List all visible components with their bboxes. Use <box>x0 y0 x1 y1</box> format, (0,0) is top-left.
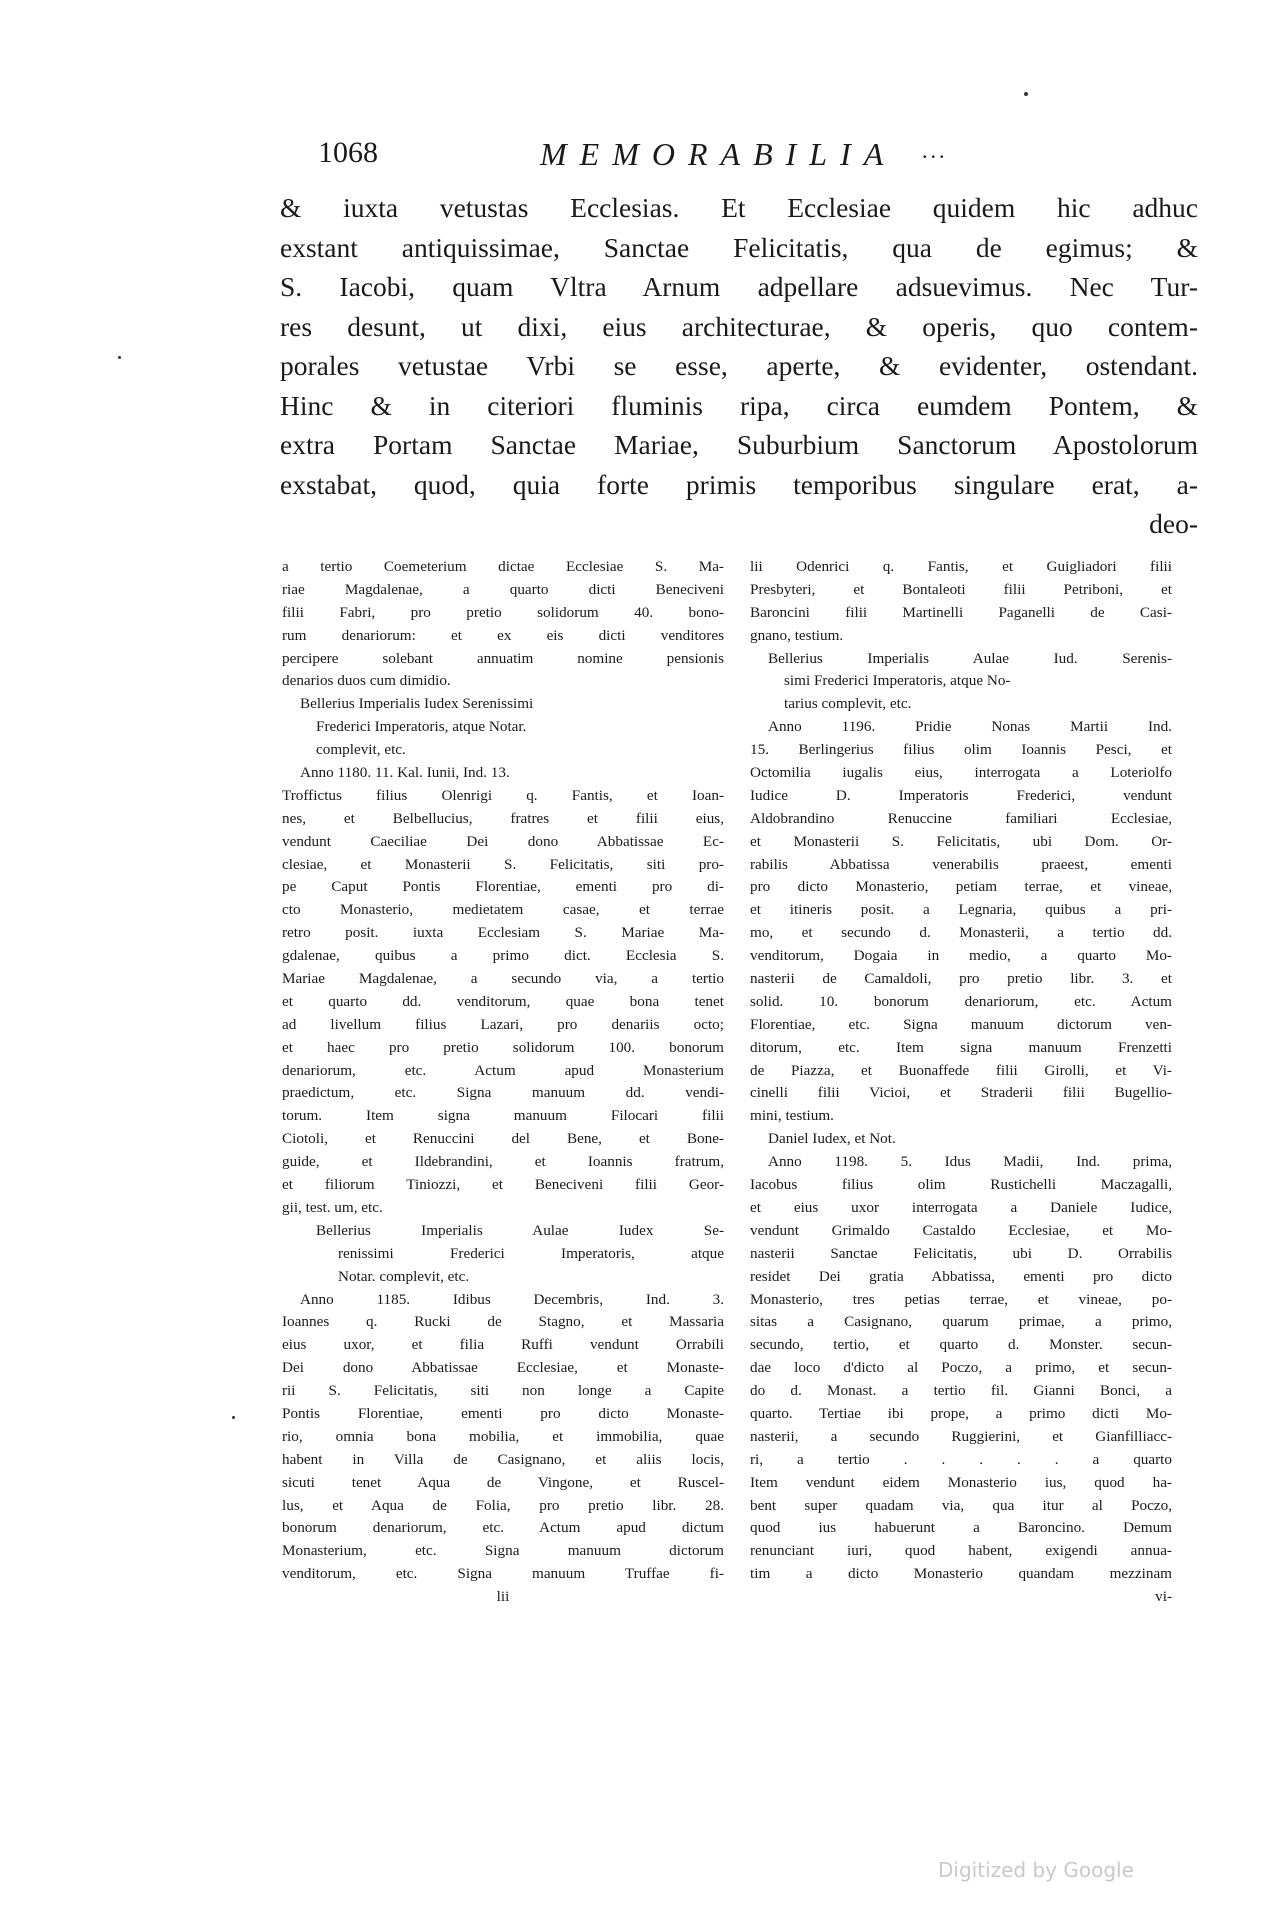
footnote-line: Anno 1198. 5. Idus Madii, Ind. prima, <box>768 1153 1172 1171</box>
footnote-line: habent in Villa de Casignano, et aliis locis, <box>282 1450 724 1468</box>
footnote-line: et filiorum Tiniozzi, et Beneciveni filii Geor- <box>282 1176 724 1194</box>
print-speck <box>232 1416 235 1419</box>
footnote-line: ri, a tertio . . . . . a quarto <box>750 1450 1172 1468</box>
footnote-line: riae Magdalenae, a quarto dicti Beneciveni <box>282 580 724 598</box>
footnote-line: Aldobrandino Renuccine familiari Ecclesiae, <box>750 809 1172 827</box>
page-header <box>318 136 1218 176</box>
footnote-line: renunciant iuri, quod habent, exigendi annua- <box>750 1542 1172 1560</box>
footnote-line: torum. Item signa manuum Filocari filii <box>282 1107 724 1125</box>
main-paragraph <box>280 188 1198 544</box>
text-line: S. Iacobi, quam Vltra Arnum adpellare adsuevimus. Nec Tur- <box>280 271 1198 302</box>
footnote-line: denarios duos cum dimidio. <box>282 672 451 690</box>
footnote-line: pro dicto Monasterio, petiam terrae, et vineae, <box>750 878 1172 896</box>
catchword: deo- <box>1149 508 1198 539</box>
footnote-line: cto Monasterio, medietatem casae, et terrae <box>282 901 724 919</box>
footnote-line: vendunt Grimaldo Castaldo Ecclesiae, et Mo- <box>750 1221 1172 1239</box>
footnote-line: guide, et Ildebrandini, et Ioannis fratrum, <box>282 1153 724 1171</box>
footnote-line: sitas a Casignano, quarum primae, a primo, <box>750 1313 1172 1331</box>
footnote-line: Iudice D. Imperatoris Frederici, vendunt <box>750 786 1172 804</box>
footnote-line: Dei dono Abbatissae Ecclesiae, et Monaste- <box>282 1359 724 1377</box>
footnote-line: Monasterium, etc. Signa manuum dictorum <box>282 1542 724 1560</box>
text-line: porales vetustae Vrbi se esse, aperte, & evidenter, ostendant. <box>280 350 1198 381</box>
footnote-line: Anno 1196. Pridie Nonas Martii Ind. <box>768 718 1172 736</box>
footnote-line: bonorum denariorum, etc. Actum apud dictum <box>282 1519 724 1537</box>
footnote-column-left <box>282 556 724 1609</box>
digitization-watermark: Digitized by Google <box>938 1858 1134 1882</box>
footnote-line: do d. Monast. a tertio fil. Gianni Bonci, a <box>750 1382 1172 1400</box>
footnote-line: dae loco d'dicto al Poczo, a primo, et secun- <box>750 1359 1172 1377</box>
footnote-line: complevit, etc. <box>316 741 406 759</box>
footnote-line: rum denariorum: et ex eis dicti venditores <box>282 626 724 644</box>
footnote-line: Troffictus filius Olenrigi q. Fantis, et Ioan- <box>282 786 724 804</box>
text-line: Hinc & in citeriori fluminis ripa, circa eumdem Pontem, & <box>280 389 1198 421</box>
footnote-line: renissimi Frederici Imperatoris, atque <box>338 1244 724 1262</box>
footnote-line: vendunt Caeciliae Dei dono Abbatissae Ec- <box>282 832 724 850</box>
footnote-line: nes, et Belbellucius, fratres et filii eius, <box>282 809 724 827</box>
footnote-line: nasterii, a secundo Ruggierini, et Gianfilliacc- <box>750 1427 1172 1445</box>
footnote-line: secundo, tertio, et quarto d. Monster. secun- <box>750 1336 1172 1354</box>
footnote-line: quod ius habuerunt a Baroncino. Demum <box>750 1519 1172 1537</box>
footnote-line: Bellerius Imperialis Aulae Iud. Serenis- <box>768 649 1172 667</box>
footnote-line: Pontis Florentiae, ementi pro dicto Monaste- <box>282 1404 724 1422</box>
footnote-line: simi Frederici Imperatoris, atque No- <box>784 672 1011 690</box>
footnote-line: sicuti tenet Aqua de Vingone, et Ruscel- <box>282 1473 724 1491</box>
footnote-line: eius uxor, et filia Ruffi vendunt Orrabili <box>282 1336 724 1354</box>
footnote-line: Iacobus filius olim Rustichelli Maczagalli, <box>750 1176 1172 1194</box>
footnote-line: ad livellum filius Lazari, pro denariis octo; <box>282 1015 724 1033</box>
footnote-line: nasterii Sanctae Felicitatis, ubi D. Orrabilis <box>750 1244 1172 1262</box>
footnote-line: Notar. complevit, etc. <box>338 1267 470 1285</box>
print-speck <box>1024 92 1028 96</box>
footnote-column-right <box>750 556 1172 1609</box>
footnote-line: tarius complevit, etc. <box>784 695 912 713</box>
footnote-line: lus, et Aqua de Folia, pro pretio libr. 28. <box>282 1496 724 1514</box>
footnote-line: rii S. Felicitatis, siti non longe a Capite <box>282 1382 724 1400</box>
footnote-line: clesiae, et Monasterii S. Felicitatis, siti pro- <box>282 855 724 873</box>
footnote-line: Florentiae, etc. Signa manuum dictorum ven- <box>750 1015 1172 1033</box>
text-line: extra Portam Sanctae Mariae, Suburbium Sanctorum Apostolorum <box>280 429 1198 460</box>
footnote-line: denariorum, etc. Actum apud Monasterium <box>282 1061 724 1079</box>
footnote-line: Mariae Magdalenae, a secundo via, a tertio <box>282 970 724 988</box>
footnote-line: rabilis Abbatissa venerabilis praeest, ementi <box>750 855 1172 873</box>
footnote-line: Item vendunt eidem Monasterio ius, quod ha- <box>750 1473 1172 1491</box>
footnote-line: de Piazza, et Buonaffede filii Girolli, et Vi- <box>750 1061 1172 1079</box>
footnote-line: tim a dicto Monasterio quandam mezzinam <box>750 1565 1172 1583</box>
print-speck <box>118 356 121 359</box>
text-line: exstant antiquissimae, Sanctae Felicitatis, qua de egimus; & <box>280 231 1198 263</box>
footnote-line: gii, test. um, etc. <box>282 1198 383 1216</box>
footnote-line: Monasterio, tres petias terrae, et vineae, po- <box>750 1290 1172 1308</box>
footnote-line: quarto. Tertiae ibi prope, a primo dicti Mo- <box>750 1404 1172 1422</box>
footnote-line: gnano, testium. <box>750 626 844 644</box>
footnote-line: pe Caput Pontis Florentiae, ementi pro di- <box>282 878 724 896</box>
footnote-line: nasterii de Camaldoli, pro pretio libr. 3. et <box>750 970 1172 988</box>
footnote-line: residet Dei gratia Abbatissa, ementi pro dicto <box>750 1267 1172 1285</box>
text-line: res desunt, ut dixi, eius architecturae, & operis, quo contem- <box>280 310 1198 342</box>
text-line: exstabat, quod, quia forte primis temporibus singulare erat, a- <box>280 468 1198 500</box>
footnote-line: et quarto dd. venditorum, quae bona tenet <box>282 992 724 1010</box>
footnote-line: filii Fabri, pro pretio solidorum 40. bono- <box>282 603 724 621</box>
text-line: & iuxta vetustas Ecclesias. Et Ecclesiae quidem hic adhuc <box>280 192 1198 223</box>
footnote-line: et eius uxor interrogata a Daniele Iudice, <box>750 1198 1172 1216</box>
footnote-line: retro posit. iuxta Ecclesiam S. Mariae Ma- <box>282 924 724 942</box>
footnote-line: Octomilia iugalis eius, interrogata a Loteriolfo <box>750 764 1172 782</box>
column-catchword: lii <box>496 1588 510 1606</box>
footnote-line: Bellerius Imperialis Iudex Serenissimi <box>300 695 534 713</box>
footnote-line: percipere solebant annuatim nomine pensionis <box>282 649 724 667</box>
footnote-line: Daniel Iudex, et Not. <box>768 1130 896 1148</box>
footnote-line: Ciotoli, et Renuccini del Bene, et Bone- <box>282 1130 724 1148</box>
page-number: 1068 <box>318 136 378 169</box>
footnote-line: bent super quadam via, qua itur al Poczo, <box>750 1496 1172 1514</box>
footnote-line: et itineris posit. a Legnaria, quibus a pri- <box>750 901 1172 919</box>
footnote-line: venditorum, Dogaia in medio, a quarto Mo- <box>750 947 1172 965</box>
running-title: MEMORABILIA <box>540 136 897 172</box>
footnote-line: et haec pro pretio solidorum 100. bonorum <box>282 1038 724 1056</box>
footnote-line: solid. 10. bonorum denariorum, etc. Actum <box>750 992 1172 1010</box>
footnote-line: lii Odenrici q. Fantis, et Guigliadori filii <box>750 558 1172 575</box>
footnote-line: rio, omnia bona mobilia, et immobilia, quae <box>282 1427 724 1445</box>
footnote-line: Anno 1180. 11. Kal. Iunii, Ind. 13. <box>300 764 510 782</box>
footnote-line: Bellerius Imperialis Aulae Iudex Se- <box>316 1221 724 1239</box>
footnote-line: praedictum, etc. Signa manuum dd. vendi- <box>282 1084 724 1102</box>
column-catchword: vi- <box>1155 1588 1172 1606</box>
footnote-line: a tertio Coemeterium dictae Ecclesiae S. Ma- <box>282 558 724 575</box>
footnote-line: mo, et secundo d. Monasterii, a tertio dd. <box>750 924 1172 942</box>
footnote-line: mini, testium. <box>750 1107 834 1125</box>
title-ellipsis: ... <box>922 138 948 163</box>
footnote-line: 15. Berlingerius filius olim Ioannis Pesci, et <box>750 741 1172 759</box>
footnote-line: Anno 1185. Idibus Decembris, Ind. 3. <box>300 1290 724 1308</box>
footnote-line: Presbyteri, et Bontaleoti filii Petriboni, et <box>750 580 1172 598</box>
footnote-line: gdalenae, quibus a primo dict. Ecclesia S. <box>282 947 724 965</box>
footnote-line: venditorum, etc. Signa manuum Truffae fi- <box>282 1565 724 1583</box>
footnote-line: Frederici Imperatoris, atque Notar. <box>316 718 527 736</box>
footnote-line: et Monasterii S. Felicitatis, ubi Dom. Or- <box>750 832 1172 850</box>
footnote-line: cinelli filii Vicioi, et Straderii filii Bugellio- <box>750 1084 1172 1102</box>
footnote-line: ditorum, etc. Item signa manuum Frenzetti <box>750 1038 1172 1056</box>
footnote-line: Ioannes q. Rucki de Stagno, et Massaria <box>282 1313 724 1331</box>
footnote-line: Baroncini filii Martinelli Paganelli de Casi- <box>750 603 1172 621</box>
